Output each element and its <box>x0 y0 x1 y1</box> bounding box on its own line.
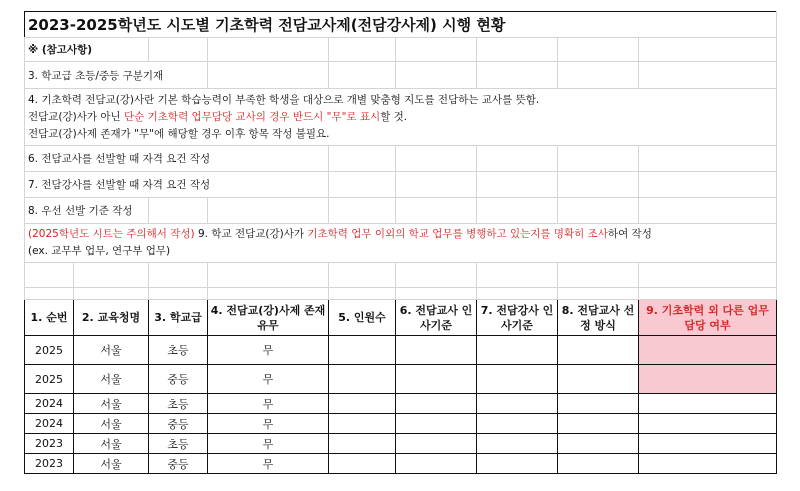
cell-instructor-criteria[interactable] <box>477 434 558 454</box>
cell[interactable] <box>329 172 396 198</box>
cell-selection-method[interactable] <box>558 336 639 365</box>
cell-exists[interactable]: 무 <box>208 454 329 474</box>
header-exists[interactable]: 4. 전담교(강)사제 존재 유무 <box>208 300 329 336</box>
cell[interactable] <box>639 288 777 300</box>
cell-other-duties[interactable] <box>639 394 777 414</box>
cell[interactable] <box>477 288 558 300</box>
cell[interactable] <box>558 288 639 300</box>
cell-count[interactable] <box>329 454 396 474</box>
cell-instructor-criteria[interactable] <box>477 336 558 365</box>
cell[interactable] <box>558 62 639 89</box>
header-office[interactable]: 2. 교육청명 <box>74 300 149 336</box>
cell[interactable] <box>329 198 396 224</box>
cell[interactable] <box>639 172 777 198</box>
cell-exists[interactable]: 무 <box>208 434 329 454</box>
cell[interactable] <box>25 263 74 288</box>
cell-office[interactable]: 서울 <box>74 414 149 434</box>
cell-exists[interactable]: 무 <box>208 365 329 394</box>
cell-other-duties[interactable] <box>639 336 777 365</box>
note-6: 6. 전담교사를 선발할 때 자격 요건 작성 <box>25 146 329 172</box>
note-4-text-end: 할 것. <box>380 110 408 123</box>
cell-exists[interactable]: 무 <box>208 394 329 414</box>
cell-teacher-criteria[interactable] <box>396 336 477 365</box>
cell-year[interactable]: 2025 <box>25 365 74 394</box>
cell-year[interactable]: 2024 <box>25 414 74 434</box>
cell[interactable] <box>639 263 777 288</box>
cell-level[interactable]: 중등 <box>149 454 208 474</box>
cell-teacher-criteria[interactable] <box>396 454 477 474</box>
cell[interactable] <box>477 38 558 62</box>
cell[interactable] <box>477 198 558 224</box>
cell-other-duties[interactable] <box>639 365 777 394</box>
header-other-duties[interactable]: 9. 기초학력 외 다른 업무 담당 여부 <box>639 300 777 336</box>
header-level[interactable]: 3. 학교급 <box>149 300 208 336</box>
cell[interactable] <box>208 263 329 288</box>
note-4-line-1: 4. 기초학력 전담교(강)사란 기본 학습능력이 부족한 학생을 대상으로 개별 맞춤형 지도를 전담하는 교사를 뜻함. <box>28 93 540 106</box>
cell[interactable] <box>396 172 477 198</box>
note-8: 8. 우선 선발 기준 작성 <box>25 198 149 224</box>
cell-teacher-criteria[interactable] <box>396 394 477 414</box>
cell-level[interactable]: 초등 <box>149 394 208 414</box>
cell[interactable] <box>396 62 477 89</box>
table-row <box>25 454 777 474</box>
reference-heading: ※ (참고사항) <box>25 38 149 62</box>
cell-level[interactable]: 초등 <box>149 336 208 365</box>
cell-selection-method[interactable] <box>558 414 639 434</box>
cell[interactable] <box>149 38 208 62</box>
cell-year[interactable]: 2023 <box>25 434 74 454</box>
cell[interactable] <box>329 146 396 172</box>
cell[interactable] <box>396 146 477 172</box>
cell[interactable] <box>208 62 329 89</box>
spreadsheet <box>24 11 776 474</box>
cell-selection-method[interactable] <box>558 365 639 394</box>
cell[interactable] <box>639 62 777 89</box>
cell-instructor-criteria[interactable] <box>477 365 558 394</box>
cell[interactable] <box>639 38 777 62</box>
cell-count[interactable] <box>329 336 396 365</box>
cell[interactable] <box>25 288 74 300</box>
note-9-text: 9. 학교 전담교(강)사가 <box>194 228 308 240</box>
cell[interactable] <box>208 288 329 300</box>
cell-count[interactable] <box>329 365 396 394</box>
cell[interactable] <box>558 198 639 224</box>
cell[interactable] <box>396 198 477 224</box>
cell-level[interactable]: 초등 <box>149 434 208 454</box>
cell[interactable] <box>558 263 639 288</box>
cell-exists[interactable]: 무 <box>208 414 329 434</box>
table-row <box>25 414 777 434</box>
cell[interactable] <box>208 38 329 62</box>
cell-exists[interactable]: 무 <box>208 336 329 365</box>
note-9-emphasis: 기초학력 업무 이외의 학교 업무를 병행하고 있는지를 명확히 조사 <box>307 228 608 240</box>
header-row <box>25 300 777 336</box>
cell-selection-method[interactable] <box>558 434 639 454</box>
header-selection-method[interactable]: 8. 전담교사 선정 방식 <box>558 300 639 336</box>
cell-office[interactable]: 서울 <box>74 394 149 414</box>
cell[interactable] <box>74 263 149 288</box>
cell[interactable] <box>329 263 396 288</box>
cell[interactable] <box>396 38 477 62</box>
note-7: 7. 전담강사를 선발할 때 자격 요건 작성 <box>25 172 329 198</box>
cell-year[interactable]: 2025 <box>25 336 74 365</box>
header-instructor-criteria[interactable]: 7. 전담강사 인사기준 <box>477 300 558 336</box>
cell-count[interactable] <box>329 414 396 434</box>
cell[interactable] <box>477 62 558 89</box>
cell-teacher-criteria[interactable] <box>396 365 477 394</box>
note-9-line-2: (ex. 교무부 업무, 연구부 업무) <box>28 245 171 257</box>
cell[interactable] <box>396 263 477 288</box>
header-seq[interactable]: 1. 순번 <box>25 300 74 336</box>
note-9 <box>25 224 777 263</box>
cell-teacher-criteria[interactable] <box>396 434 477 454</box>
cell[interactable] <box>396 288 477 300</box>
cell[interactable] <box>558 172 639 198</box>
cell-office[interactable]: 서울 <box>74 336 149 365</box>
cell[interactable] <box>558 38 639 62</box>
cell-level[interactable]: 중등 <box>149 414 208 434</box>
cell-instructor-criteria[interactable] <box>477 414 558 434</box>
cell-other-duties[interactable] <box>639 414 777 434</box>
cell[interactable] <box>329 38 396 62</box>
cell-other-duties[interactable] <box>639 454 777 474</box>
cell-year[interactable]: 2023 <box>25 454 74 474</box>
note-9-line-1 <box>28 226 773 243</box>
note-4-text: 전담교(강)사가 아닌 <box>28 110 125 123</box>
cell[interactable] <box>149 198 208 224</box>
cell-office[interactable]: 서울 <box>74 434 149 454</box>
cell[interactable] <box>329 62 396 89</box>
cell-office[interactable]: 서울 <box>74 365 149 394</box>
table-row <box>25 394 777 414</box>
cell-level[interactable]: 중등 <box>149 365 208 394</box>
note-9-text-end: 하여 작성 <box>607 228 652 240</box>
cell[interactable] <box>149 288 208 300</box>
note-4-line-3: 전담교(강)사제 존재가 "무"에 해당할 경우 이후 항목 작성 불필요. <box>28 127 330 140</box>
cell-instructor-criteria[interactable] <box>477 394 558 414</box>
header-teacher-criteria[interactable]: 6. 전담교사 인사기준 <box>396 300 477 336</box>
table-row <box>25 365 777 394</box>
table-row <box>25 336 777 365</box>
sheet-table <box>24 11 777 474</box>
cell[interactable] <box>149 263 208 288</box>
note-4 <box>25 89 777 146</box>
cell-other-duties[interactable] <box>639 434 777 454</box>
cell-selection-method[interactable] <box>558 394 639 414</box>
cell-instructor-criteria[interactable] <box>477 454 558 474</box>
cell-teacher-criteria[interactable] <box>396 414 477 434</box>
sheet-title: 2023-2025학년도 시도별 기초학력 전담교사제(전담강사제) 시행 현황 <box>25 12 777 38</box>
cell-count[interactable] <box>329 434 396 454</box>
cell[interactable] <box>74 288 149 300</box>
cell-year[interactable]: 2024 <box>25 394 74 414</box>
cell[interactable] <box>558 146 639 172</box>
note-3: 3. 학교급 초등/중등 구분기재 <box>25 62 208 89</box>
cell[interactable] <box>477 263 558 288</box>
note-9-warning: (2025학년도 시트는 주의해서 작성) <box>28 228 195 240</box>
cell[interactable] <box>329 288 396 300</box>
cell[interactable] <box>639 198 777 224</box>
cell[interactable] <box>477 146 558 172</box>
cell[interactable] <box>208 198 329 224</box>
note-4-emphasis: 단순 기초학력 업무담당 교사의 경우 반드시 "무"로 표시 <box>124 110 381 123</box>
cell-office[interactable]: 서울 <box>74 454 149 474</box>
cell-selection-method[interactable] <box>558 454 639 474</box>
cell[interactable] <box>477 172 558 198</box>
header-count[interactable]: 5. 인원수 <box>329 300 396 336</box>
cell[interactable] <box>639 146 777 172</box>
table-row <box>25 434 777 454</box>
note-4-line-2 <box>28 109 773 126</box>
cell-count[interactable] <box>329 394 396 414</box>
